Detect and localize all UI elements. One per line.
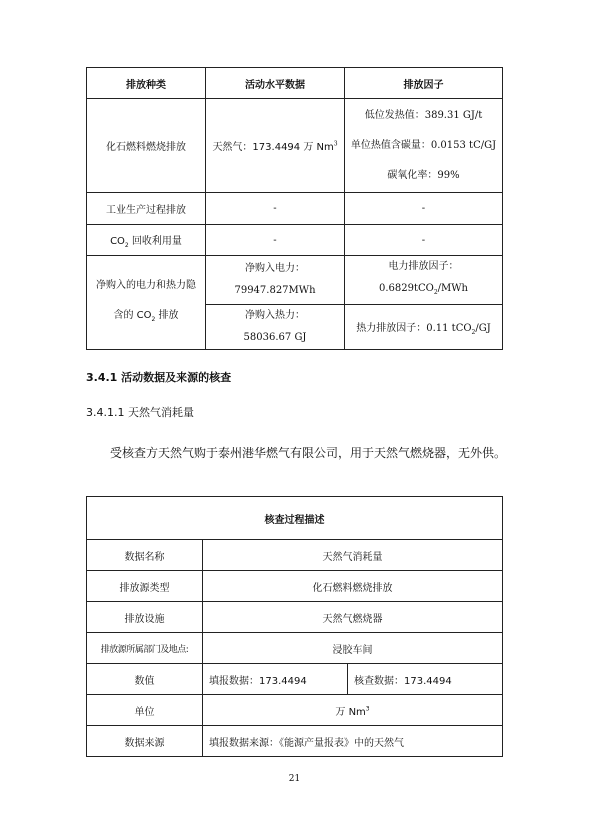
row-label-unit: 单位 xyxy=(87,695,203,726)
industry-process-activity: - xyxy=(206,193,345,225)
verification-table-title: 核查过程描述 xyxy=(87,497,503,540)
row-value-source-type: 化石燃料燃烧排放 xyxy=(203,571,503,602)
factor-oxidation: 碳氧化率：99% xyxy=(387,169,460,181)
section-heading-341: 3.4.1 活动数据及来源的核查 xyxy=(86,371,232,384)
reported-value: 填报数据：173.4494 xyxy=(203,664,348,695)
co2-recovery-type: $CO_2$ 回收利用量 xyxy=(87,225,206,256)
row-label-data-source: 数据来源 xyxy=(87,726,203,757)
verification-process-table xyxy=(86,496,503,757)
row-label-source-type: 排放源类型 xyxy=(87,571,203,602)
body-paragraph: 受核查方天然气购于泰州港华燃气有限公司，用于天然气燃烧器，无外供。 xyxy=(110,446,507,460)
row-value-data-name: 天然气消耗量 xyxy=(203,540,503,571)
electricity-factor: 电力排放因子： 0.6829tCO$_2$/MWh xyxy=(345,256,503,305)
row-value-location: 浸胶车间 xyxy=(203,633,503,664)
co2-recovery-activity: - xyxy=(206,225,345,256)
emission-summary-table xyxy=(86,67,503,350)
factor-ncv: 低位发热值：389.31 GJ/t xyxy=(364,109,483,121)
fossil-fuel-factors xyxy=(345,99,503,193)
header-emission-type: 排放种类 xyxy=(87,68,206,99)
section-heading-3411: 3.4.1.1 天然气消耗量 xyxy=(86,406,194,419)
factor-carbon-content: 单位热值含碳量：0.0153 tC/GJ xyxy=(350,139,497,151)
fossil-fuel-type: 化石燃料燃烧排放 xyxy=(87,99,206,193)
heat-factor: 热力排放因子：0.11 tCO$_2$/GJ xyxy=(345,305,503,350)
header-emission-factor: 排放因子 xyxy=(345,68,503,99)
row-label-data-name: 数据名称 xyxy=(87,540,203,571)
power-heat-type: 净购入的电力和热力隐 含的 $CO_2$ 排放 xyxy=(87,256,206,350)
header-activity-data: 活动水平数据 xyxy=(206,68,345,99)
row-label-location: 排放源所属部门及地点: xyxy=(87,633,203,664)
row-value-facility: 天然气燃烧器 xyxy=(203,602,503,633)
row-value-unit: 万 Nm$^3$ xyxy=(203,695,503,726)
fossil-fuel-activity: 天然气：173.4494 万 Nm$^3$ xyxy=(206,99,345,193)
row-label-facility: 排放设施 xyxy=(87,602,203,633)
co2-recovery-factor: - xyxy=(345,225,503,256)
verified-value: 核查数据：173.4494 xyxy=(348,664,503,695)
purchased-electricity: 净购入电力： 79947.827MWh xyxy=(206,256,345,305)
industry-process-factor: - xyxy=(345,193,503,225)
row-label-value: 数值 xyxy=(87,664,203,695)
page-number: 21 xyxy=(288,774,301,784)
purchased-heat: 净购入热力： 58036.67 GJ xyxy=(206,305,345,350)
industry-process-type: 工业生产过程排放 xyxy=(87,193,206,225)
row-value-data-source: 填报数据来源：《能源产量报表》中的天然气 xyxy=(203,726,503,757)
